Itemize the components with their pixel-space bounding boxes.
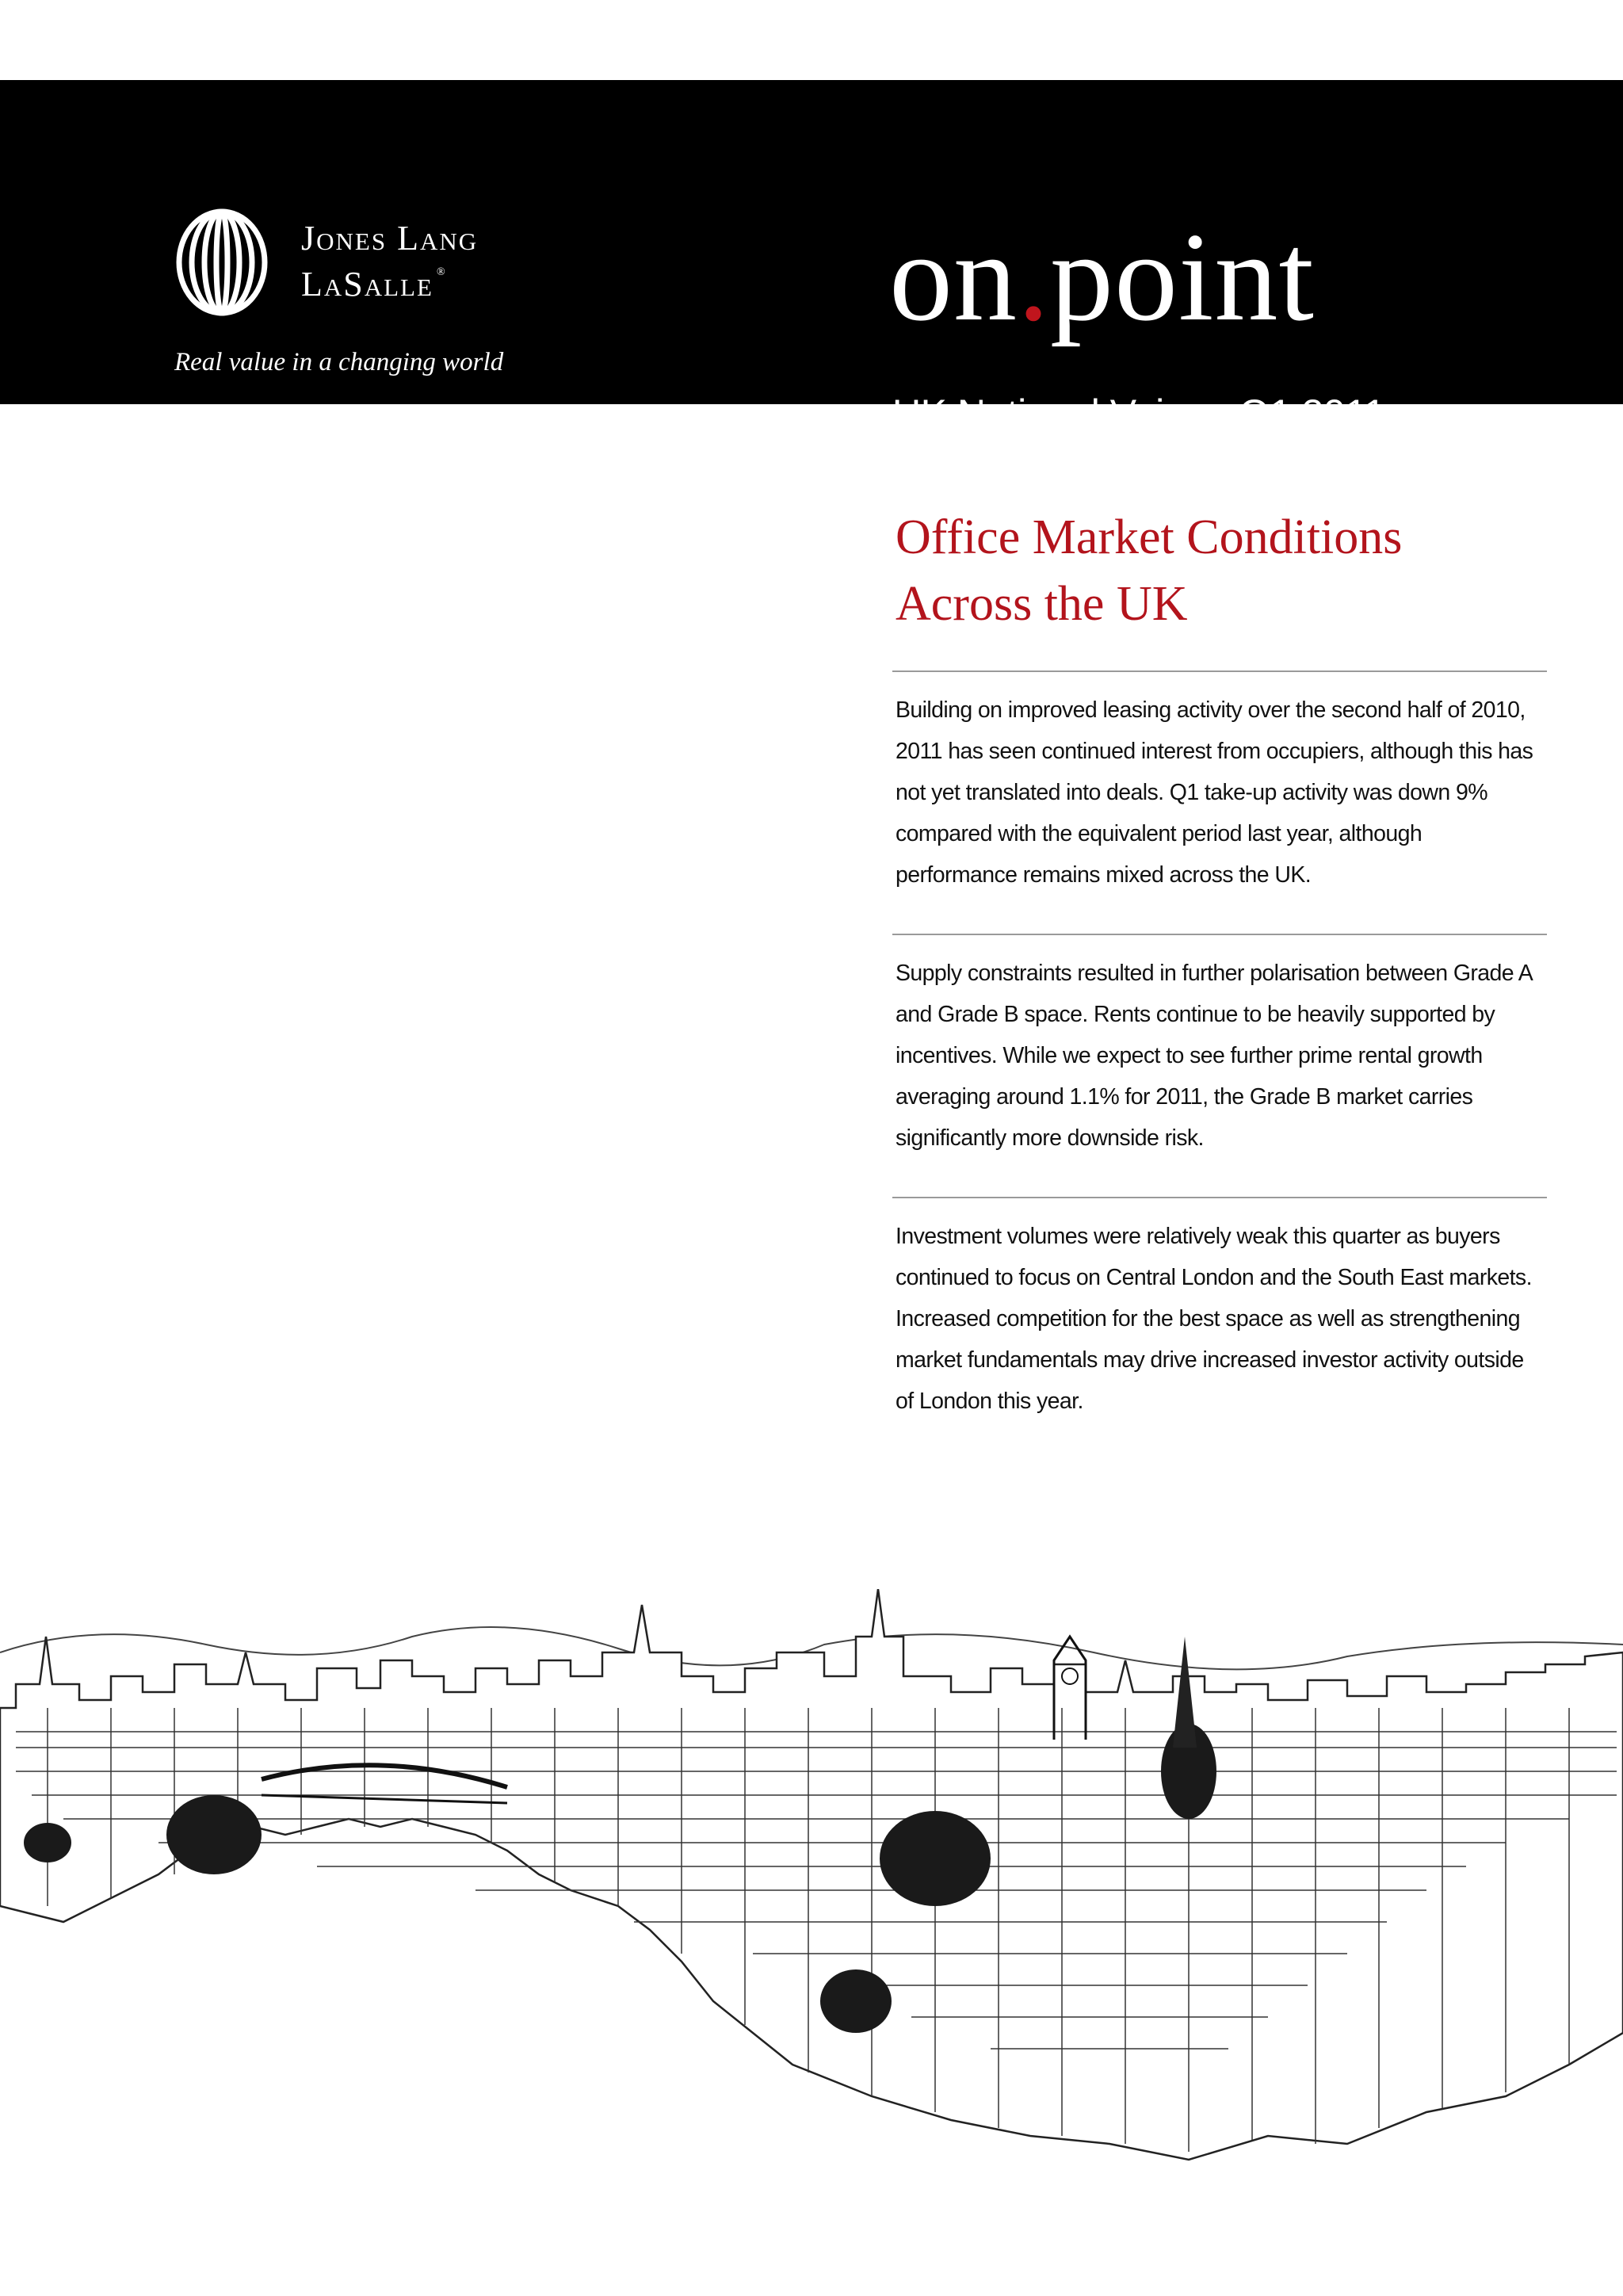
jll-logo-mark-icon xyxy=(174,207,269,318)
section-divider xyxy=(892,670,1547,672)
brand-logo xyxy=(174,207,507,326)
city-skyline-illustration xyxy=(0,1589,1623,2176)
publication-dot: . xyxy=(1018,206,1050,347)
registered-mark: ® xyxy=(436,266,445,278)
brand-name-line1: Jones Lang xyxy=(301,219,479,258)
paragraph-investment: Investment volumes were relatively weak this quarter as buyers continued to focus on Central London and the South East markets. Increased competition for the best space as well as strengthening market fundamentals may drive increased investor activity outside of London this year. xyxy=(896,1224,1532,1414)
article-title xyxy=(896,504,1545,637)
brand-name-lasalle: LaSalle xyxy=(301,265,433,304)
section-divider xyxy=(892,934,1547,935)
publication-subtitle: UK National Voice - Q1 2011 xyxy=(892,392,1386,436)
paragraph-leasing: Building on improved leasing activity over the second half of 2010, 2011 has seen continued interest from occupiers, although this has not yet translated into deals. Q1 take-up activity was down 9% compared with the equivalent period last year, although performance remains mixed across the UK. xyxy=(896,697,1533,888)
header-band xyxy=(0,80,1623,436)
article-title-line2: Across the UK xyxy=(896,577,1188,631)
publication-point: point xyxy=(1050,206,1315,347)
brand-tagline: Real value in a changing world xyxy=(174,348,504,376)
publication-title xyxy=(889,206,1315,347)
paragraph-supply: Supply constraints resulted in further polarisation between Grade A and Grade B space. Rents continue to be heavily supported by incentives. While we expect to see further prime rental growth averaging around 1.1% for 2011, the Grade B market carries significantly more downside risk. xyxy=(896,961,1532,1151)
brand-name-line2 xyxy=(301,267,445,302)
article-title-line1: Office Market Conditions xyxy=(896,510,1403,564)
section-divider xyxy=(892,1197,1547,1198)
publication-on: on xyxy=(889,206,1018,347)
